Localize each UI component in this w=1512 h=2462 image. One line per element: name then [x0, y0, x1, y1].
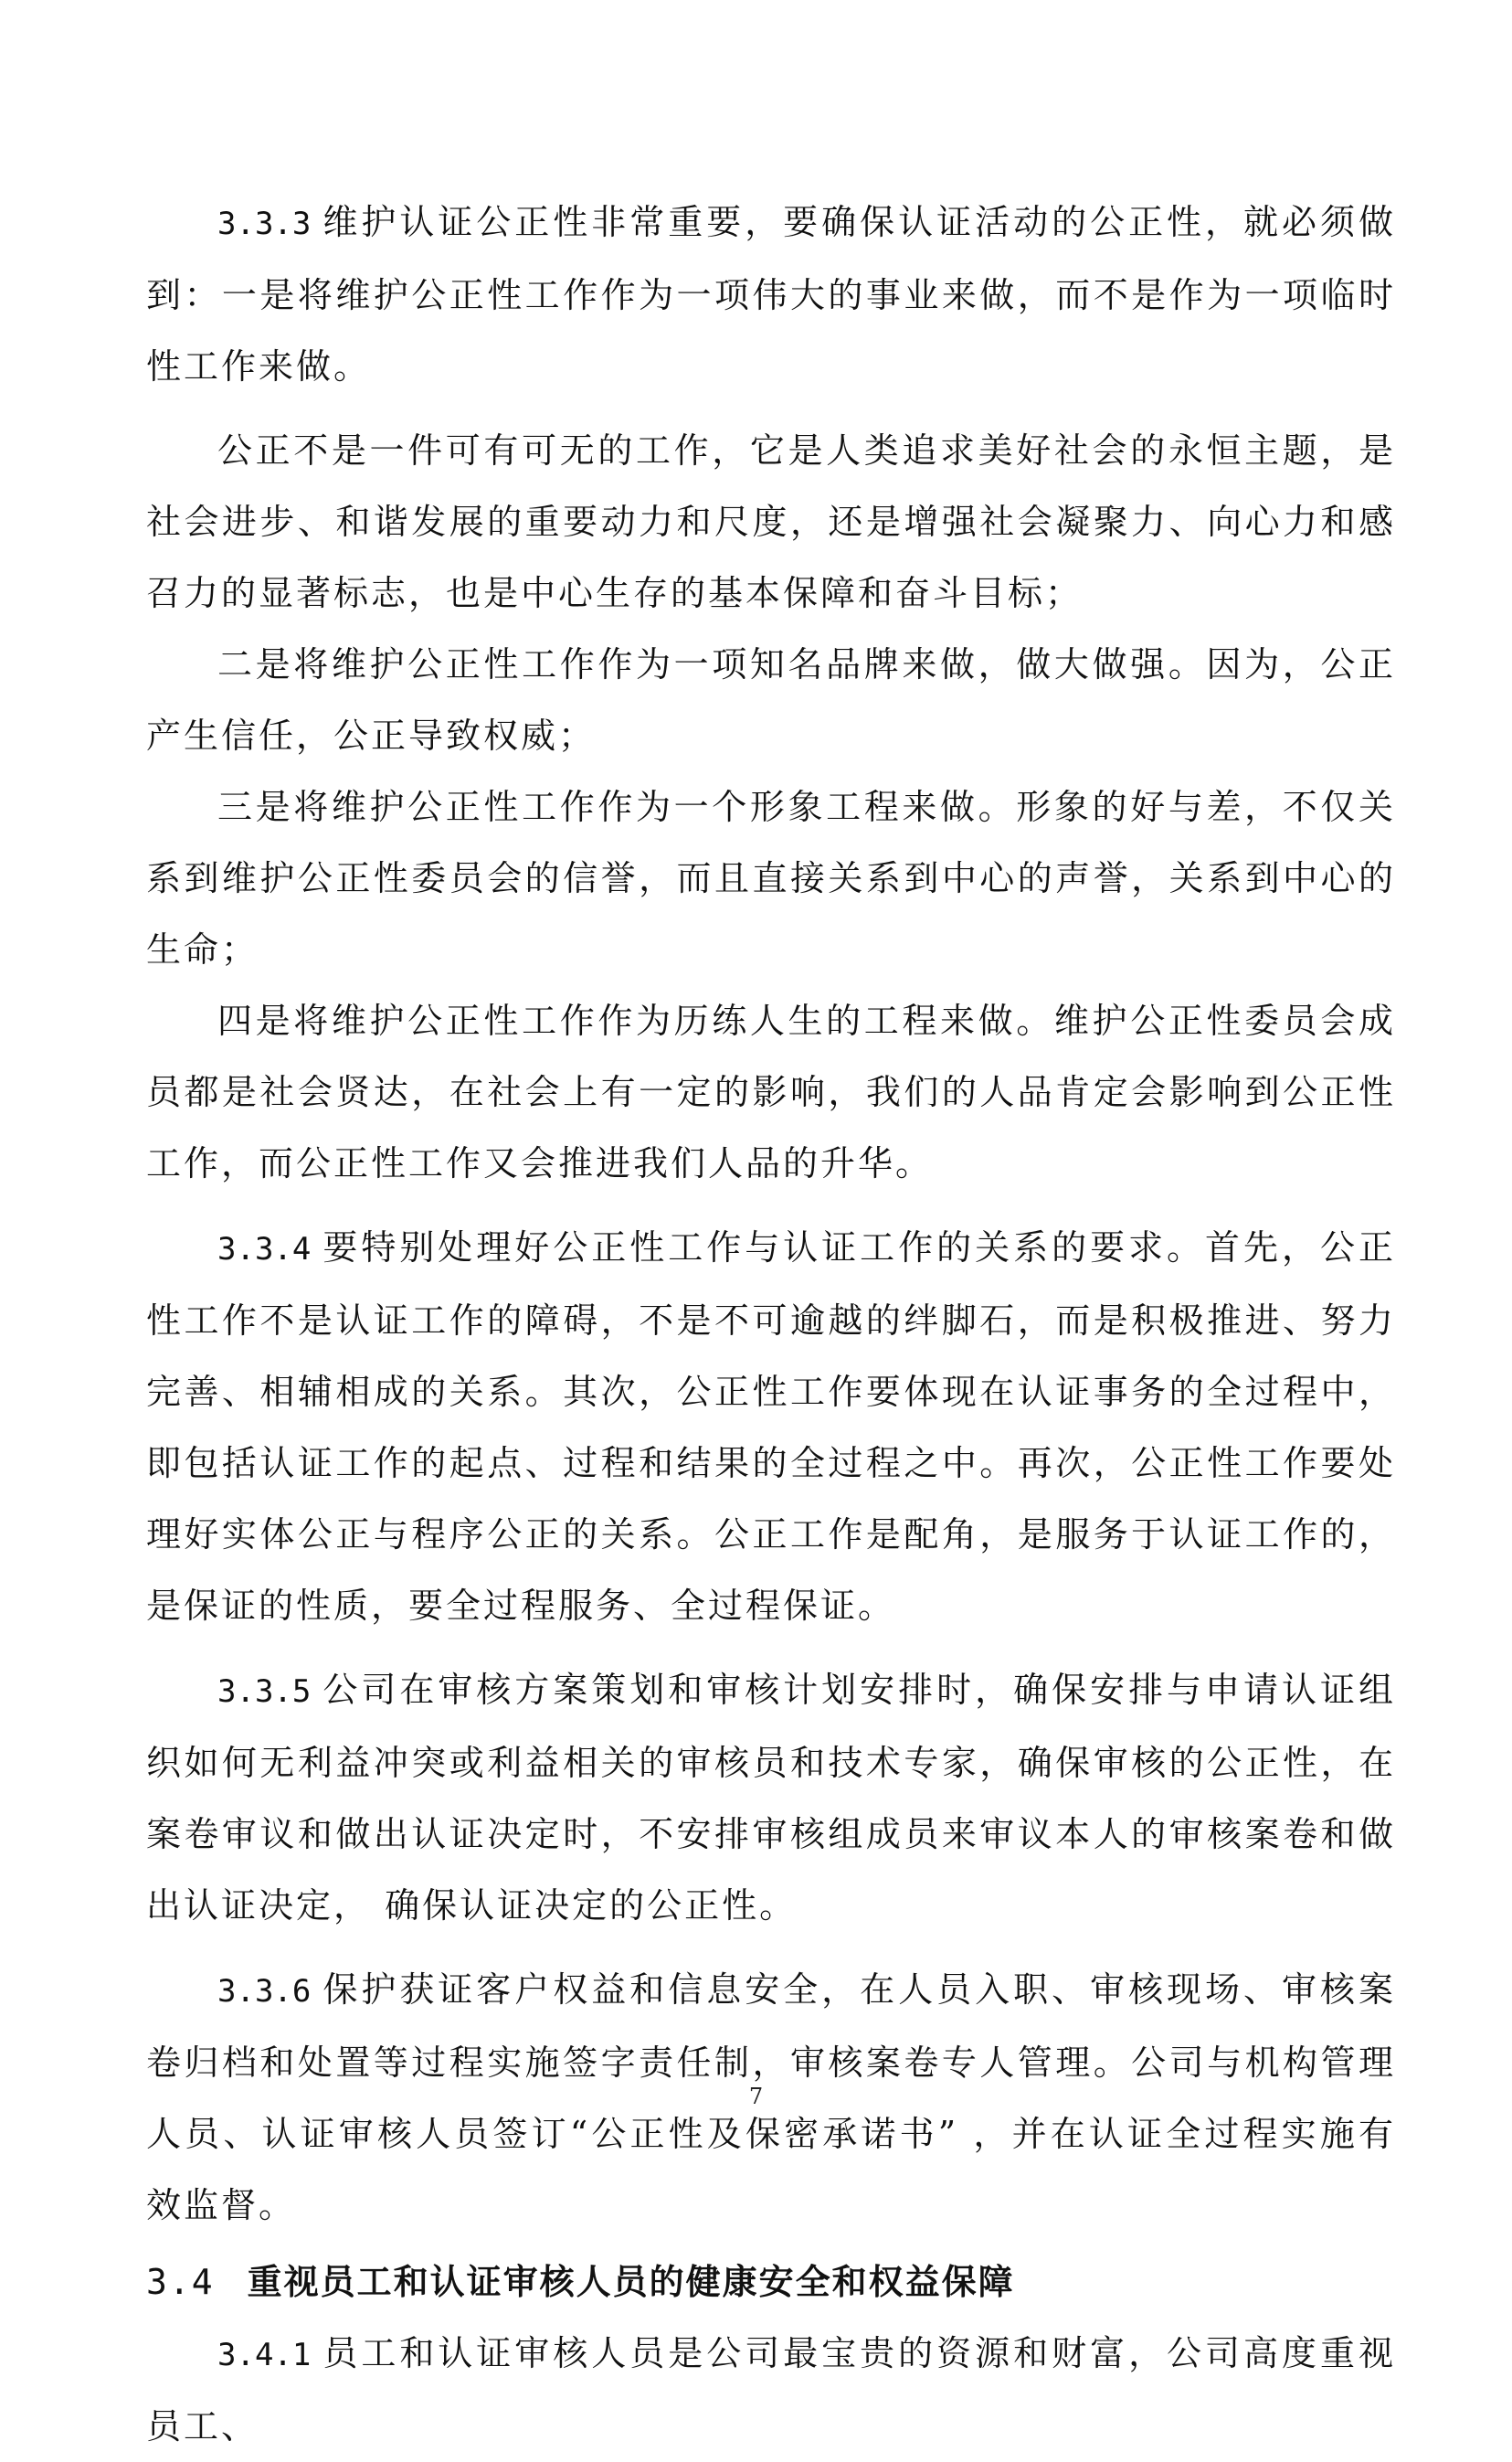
paragraph-3-3-4: [146, 1212, 1396, 1641]
paragraph-point-four: [146, 985, 1396, 1199]
paragraph-text: 公正不是一件可有可无的工作，它是人类追求美好社会的永恒主题，是社会进步、和谐发展的重要动力和尺度，还是增强社会凝聚力、向心力和感召力的显著标志，也是中心生存的基本保障和奋斗目标；: [146, 430, 1396, 613]
paragraph-point-three: [146, 771, 1396, 985]
paragraph-text: 三是将维护公正性工作作为一个形象工程来做。形象的好与差，不仅关系到维护公正性委员会的信誉，而且直接关系到中心的声誉，关系到中心的生命；: [146, 787, 1396, 970]
section-number: 3.3.3: [217, 206, 312, 242]
paragraph-text: 四是将维护公正性工作作为历练人生的工程来做。维护公正性委员会成员都是社会贤达，在社会上有一定的影响，我们的人品肯定会影响到公正性工作，而公正性工作又会推进我们人品的升华。: [146, 1001, 1396, 1183]
paragraph-text: 保护获证客户权益和信息安全，在人员入职、审核现场、审核案卷归档和处置等过程实施签字责任制，审核案卷专人管理。公司与机构管理人员、认证审核人员签订“公正性及保密承诺书” ，并在认证全过程实施有效监督。: [146, 1969, 1396, 2225]
paragraph-3-4-1: [146, 2318, 1396, 2462]
section-number: 3.3.4: [217, 1231, 312, 1268]
section-number: 3.4.1: [217, 2337, 312, 2373]
section-number: 3.3.5: [217, 1673, 312, 1710]
paragraph-text: 二是将维护公正性工作作为一项知名品牌来做，做大做强。因为，公正产生信任，公正导致权威；: [146, 644, 1396, 756]
paragraph-text: 公司在审核方案策划和审核计划安排时，确保安排与申请认证组织如何无利益冲突或利益相关的审核员和技术专家，确保审核的公正性，在案卷审议和做出认证决定时，不安排审核组成员来审议本人的审核案卷和做出认证决定， 确保认证决定的公正性。: [146, 1670, 1396, 1926]
section-heading-3-4: [146, 2246, 1396, 2318]
heading-text: 重视员工和认证审核人员的健康安全和权益保障: [247, 2262, 1015, 2302]
paragraph-text: 员工和认证审核人员是公司最宝贵的资源和财富，公司高度重视员工、: [146, 2333, 1396, 2446]
paragraph-text: 维护认证公正性非常重要，要确保认证活动的公正性，就必须做到：一是将维护公正性工作作为一项伟大的事业来做，而不是作为一项临时性工作来做。: [146, 202, 1396, 387]
paragraph-3-3-3: [146, 186, 1396, 402]
page-number: 7: [748, 2084, 764, 2109]
paragraph-3-3-5: [146, 1654, 1396, 1941]
paragraph-text: 要特别处理好公正性工作与认证工作的关系的要求。首先，公正性工作不是认证工作的障碍，不是不可逾越的绊脚石，而是积极推进、努力完善、相辅相成的关系。其次，公正性工作要体现在认证事务的全过程中，即包括认证工作的起点、过程和结果的全过程之中。再次，公正性工作要处理好实体公正与程序公正的关系。公正工作是配角，是服务于认证工作的，是保证的性质，要全过程服务、全过程保证。: [146, 1227, 1396, 1626]
paragraph-fairness-theme: [146, 415, 1396, 629]
heading-number: 3.4: [146, 2262, 215, 2302]
paragraph-point-two: [146, 629, 1396, 771]
section-number: 3.3.6: [217, 1973, 312, 2010]
page-body: [146, 186, 1396, 2462]
